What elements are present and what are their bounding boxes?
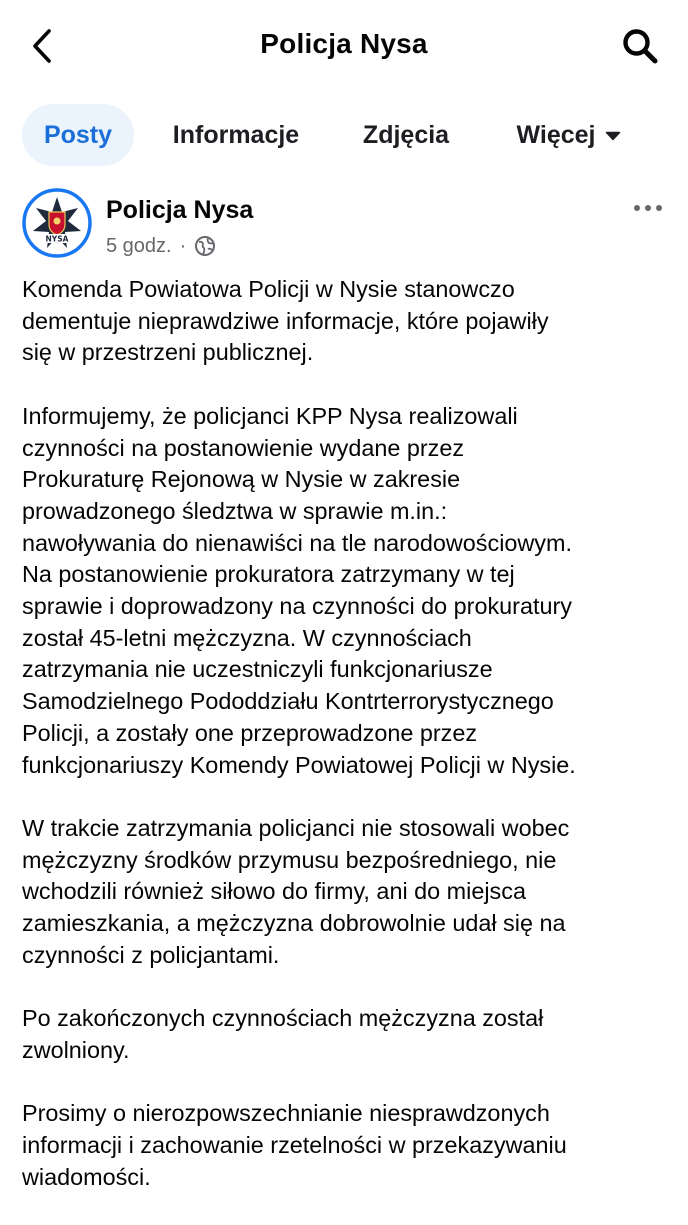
post-meta <box>106 232 216 260</box>
post-text <box>22 274 682 1225</box>
post-more-options-button[interactable] <box>630 196 666 220</box>
tab-wiecej[interactable] <box>494 104 644 166</box>
tab-zdjecia[interactable]: Zdjęcia <box>362 120 450 149</box>
caret-down-icon <box>605 131 621 141</box>
post-paragraph-3: W trakcie zatrzymania policjanci nie stosowali wobec mężczyzny środków przymusu bezpośredniego, nie wchodzili również siłowo do firmy, ani do miejsca zamieszkania, a mężczyzna dobrowolnie udał się na czynności z policjantami. <box>22 814 570 968</box>
tab-wiecej-label: Więcej <box>516 120 596 149</box>
post-paragraph-5: Prosimy o nierozpowszechnianie niesprawdzonych informacji i zachowanie rzetelności w przekazywaniu wiadomości. <box>22 1100 567 1190</box>
tab-informacje[interactable]: Informacje <box>172 120 300 149</box>
search-button[interactable] <box>618 24 662 68</box>
post-timestamp[interactable]: 5 godz. <box>106 234 172 257</box>
post-paragraph-1: Komenda Powiatowa Policji w Nysie stanowczo dementuje nieprawdziwe informacje, które pojawiły się w przestrzeni publicznej. <box>22 276 549 366</box>
meta-separator: · <box>179 234 187 257</box>
tab-posty[interactable]: Posty <box>22 104 134 166</box>
post-author-name[interactable]: Policja Nysa <box>106 196 254 224</box>
avatar-badge-text: NYSA <box>45 234 69 244</box>
post-paragraph-4: Po zakończonych czynnościach mężczyzna został zwolniony. <box>22 1005 544 1063</box>
top-navigation-bar <box>0 0 688 92</box>
page-title: Policja Nysa <box>260 28 428 59</box>
post-paragraph-2: Informujemy, że policjanci KPP Nysa realizowali czynności na postanowienie wydane przez Prokuraturę Rejonową w Nysie w zakresie prowadzonego śledztwa w sprawie m.in.: nawoływania do nienawiści na tle narodowościowym. Na postanowienie prokuratora zatrzymany w tej sprawie i doprowadzony na czynności do prokuratury został 45-letni mężczyzna. W czynnościach zatrzymania nie uczestniczyli funkcjonariusze Samodzielnego Pododdziału Kontrterrorystycznego Policji, a zostały one przeprowadzone przez funkcjonariuszy Komendy Powiatowej Policji w Nysie. <box>22 402 576 778</box>
search-icon <box>621 27 659 65</box>
page-tabs <box>0 104 688 168</box>
avatar[interactable] <box>22 188 92 258</box>
post-header <box>0 184 688 264</box>
more-horizontal-icon <box>633 204 663 212</box>
globe-icon <box>194 235 216 257</box>
